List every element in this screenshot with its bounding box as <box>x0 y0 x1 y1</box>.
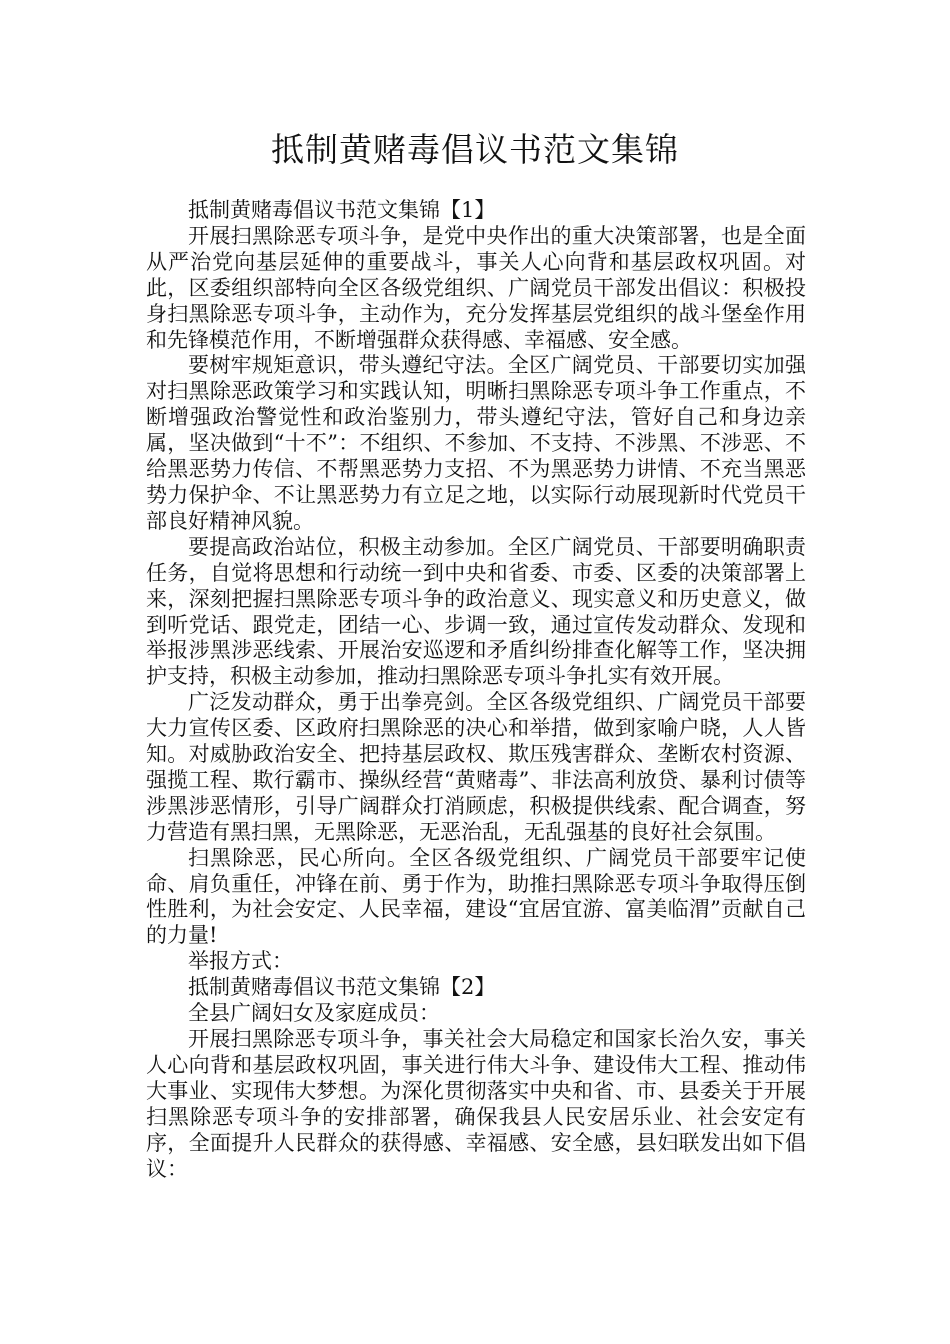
paragraph: 扫黑除恶，民心所向。全区各级党组织、广阔党员干部要牢记使命、肩负重任，冲锋在前、勇于作为，助推扫黑除恶专项斗争取得压倒性胜利，为社会安定、人民幸福，建设“宜居宜游、富美临渭”贡献自己的力量! <box>146 845 806 948</box>
document-title: 抵制黄赌毒倡议书范文集锦 <box>271 130 679 169</box>
document-body <box>146 198 806 1182</box>
section-heading-2: 抵制黄赌毒倡议书范文集锦【2】 <box>188 975 496 1000</box>
paragraph: 开展扫黑除恶专项斗争，事关社会大局稳定和国家长治久安，事关人心向背和基层政权巩固，事关进行伟大斗争、建设伟大工程、推动伟大事业、实现伟大梦想。为深化贯彻落实中央和省、市、县委关于开展扫黑除恶专项斗争的安排部署，确保我县人民安居乐业、社会安定有序，全面提升人民群众的获得感、幸福感、安全感，县妇联发出如下倡议： <box>146 1027 806 1181</box>
paragraph: 开展扫黑除恶专项斗争，是党中央作出的重大决策部署，也是全面从严治党向基层延伸的重要战斗，事关人心向背和基层政权巩固。对此，区委组织部特向全区各级党组织、广阔党员干部发出倡议：积极投身扫黑除恶专项斗争，主动作为，充分发挥基层党组织的战斗堡垒作用和先锋模范作用，不断增强群众获得感、幸福感、安全感。 <box>146 223 806 352</box>
report-method-label: 举报方式： <box>188 949 293 974</box>
paragraph: 要提高政治站位，积极主动参加。全区广阔党员、干部要明确职责任务，自觉将思想和行动统一到中央和省委、市委、区委的决策部署上来，深刻把握扫黑除恶专项斗争的政治意义、现实意义和历史意义，做到听党话、跟党走，团结一心、步调一致，通过宣传发动群众、发现和举报涉黑涉恶线索、开展治安巡逻和矛盾纠纷排查化解等工作，坚决拥护支持，积极主动参加，推动扫黑除恶专项斗争扎实有效开展。 <box>146 534 806 689</box>
paragraph: 广泛发动群众，勇于出拳亮剑。全区各级党组织、广阔党员干部要大力宣传区委、区政府扫黑除恶的决心和举措，做到家喻户晓，人人皆知。对威胁政治安全、把持基层政权、欺压残害群众、垄断农村资源、强揽工程、欺行霸市、操纵经营“黄赌毒”、非法高利放贷、暴利讨债等涉黑涉恶情形，引导广阔群众打消顾虑，积极提供线索、配合调查，努力营造有黑扫黑，无黑除恶，无恶治乱，无乱强基的良好社会氛围。 <box>146 690 806 844</box>
salutation: 全县广阔妇女及家庭成员： <box>188 1001 440 1026</box>
section-heading-1: 抵制黄赌毒倡议书范文集锦【1】 <box>188 198 496 222</box>
paragraph: 要树牢规矩意识，带头遵纪守法。全区广阔党员、干部要切实加强对扫黑除恶政策学习和实践认知，明晰扫黑除恶专项斗争工作重点，不断增强政治警觉性和政治鉴别力，带头遵纪守法，管好自己和身边亲属，坚决做到“十不”：不组织、不参加、不支持、不涉黑、不涉恶、不给黑恶势力传信、不帮黑恶势力支招、不为黑恶势力讲情、不充当黑恶势力保护伞、不让黑恶势力有立足之地，以实际行动展现新时代党员干部良好精神风貌。 <box>146 353 806 533</box>
